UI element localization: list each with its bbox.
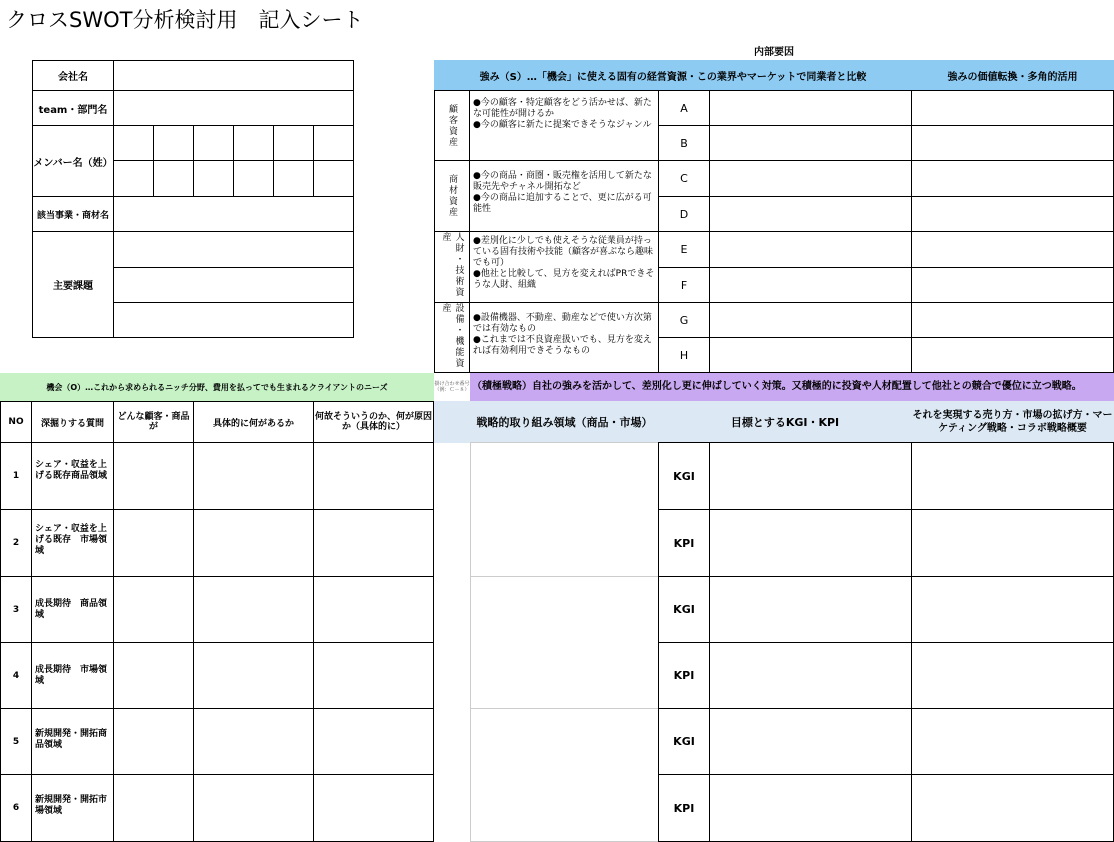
row-customer-cell[interactable] [113, 509, 194, 577]
row-no: 1 [0, 442, 32, 510]
issues-field[interactable] [113, 267, 354, 303]
col-specific: 具体的に何があるか [193, 401, 314, 443]
member-cell[interactable] [273, 160, 314, 197]
row-specific-cell[interactable] [193, 509, 314, 577]
member-cell[interactable] [233, 160, 274, 197]
strength-entry[interactable] [709, 231, 912, 268]
strategy-header: （積極戦略）自社の強みを活かして、差別化し更に伸ばしていく対策。又積極的に投資や人材配置して他社との競合で優位に立つ戦略。 [470, 373, 1114, 401]
method-cell[interactable] [911, 774, 1114, 842]
internal-header: 内部要因 [754, 46, 794, 58]
conversion-entry[interactable] [911, 302, 1114, 338]
combo-number-label: 掛け合わせ番号（例：Ｃ－８） [434, 381, 470, 393]
col-question: 深掘りする質問 [31, 401, 114, 443]
method-cell[interactable] [911, 442, 1114, 510]
col-no: NO [0, 401, 32, 443]
strength-entry[interactable] [709, 267, 912, 303]
opportunity-header: 機会（O）…これから求められるニッチ分野、費用を払ってでも生まれるクライアントのニーズ [0, 373, 434, 401]
col-combo [434, 401, 470, 443]
metric-label: KGI [658, 708, 710, 775]
member-cell[interactable] [313, 125, 354, 161]
issues-label: 主要課題 [32, 231, 114, 338]
category-label: 商材資産 [434, 160, 470, 232]
member-cell[interactable] [273, 125, 314, 161]
method-cell[interactable] [911, 576, 1114, 643]
method-cell[interactable] [911, 642, 1114, 709]
strength-letter: D [658, 196, 710, 232]
strength-letter: B [658, 125, 710, 161]
row-question: シェア・収益を上げる既存商品領域 [31, 442, 114, 510]
row-question: 新規開発・開拓商品領域 [31, 708, 114, 775]
row-no: 2 [0, 509, 32, 577]
member-cell[interactable] [193, 125, 234, 161]
row-no: 6 [0, 774, 32, 842]
member-cell[interactable] [113, 160, 154, 197]
issues-field[interactable] [113, 231, 354, 268]
conversion-entry[interactable] [911, 231, 1114, 268]
metric-label: KPI [658, 774, 710, 842]
strength-letter: G [658, 302, 710, 338]
member-cell[interactable] [113, 125, 154, 161]
row-specific-cell[interactable] [193, 642, 314, 709]
target-cell[interactable] [709, 774, 912, 842]
metric-label: KPI [658, 509, 710, 577]
conversion-entry[interactable] [911, 125, 1114, 161]
strength-letter: H [658, 337, 710, 373]
row-customer-cell[interactable] [113, 576, 194, 643]
category-label: 人財・技術資産 [434, 231, 470, 303]
row-specific-cell[interactable] [193, 442, 314, 510]
method-cell[interactable] [911, 509, 1114, 577]
strength-entry[interactable] [709, 196, 912, 232]
row-no: 3 [0, 576, 32, 643]
row-specific-cell[interactable] [193, 708, 314, 775]
row-question: 成長期待 市場領域 [31, 642, 114, 709]
strength-entry[interactable] [709, 337, 912, 373]
target-cell[interactable] [709, 708, 912, 775]
members-label: メンバー名（姓） [32, 125, 114, 197]
row-specific-cell[interactable] [193, 774, 314, 842]
conversion-entry[interactable] [911, 196, 1114, 232]
company-label: 会社名 [32, 60, 114, 91]
strength-letter: C [658, 160, 710, 197]
row-customer-cell[interactable] [113, 442, 194, 510]
target-cell[interactable] [709, 642, 912, 709]
strength-letter: A [658, 90, 710, 126]
conversion-entry[interactable] [911, 160, 1114, 197]
row-customer-cell[interactable] [113, 642, 194, 709]
strategy-domain-cell[interactable] [470, 708, 659, 842]
conversion-entry[interactable] [911, 90, 1114, 126]
row-specific-cell[interactable] [193, 576, 314, 643]
company-field[interactable] [113, 60, 354, 91]
strengths-header: 強み（S）…「機会」に使える固有の経営資源・この業界やマーケットで同業者と比較 [434, 60, 912, 90]
row-no: 5 [0, 708, 32, 775]
col-customer: どんな顧客・商品が [113, 401, 194, 443]
col-reason: 何故そういうのか、何が原因か（具体的に） [313, 401, 434, 443]
row-no: 4 [0, 642, 32, 709]
strength-entry[interactable] [709, 90, 912, 126]
conversion-header: 強みの価値転換・多角的活用 [911, 60, 1114, 90]
strength-entry[interactable] [709, 125, 912, 161]
col-domain: 戦略的取り組み領域（商品・市場） [470, 401, 659, 443]
row-reason-cell[interactable] [313, 576, 434, 643]
target-cell[interactable] [709, 576, 912, 643]
metric-label: KGI [658, 576, 710, 643]
strategy-domain-cell[interactable] [470, 442, 659, 577]
strength-letter: E [658, 231, 710, 268]
member-cell[interactable] [193, 160, 234, 197]
row-customer-cell[interactable] [113, 708, 194, 775]
member-cell[interactable] [233, 125, 274, 161]
strength-entry[interactable] [709, 302, 912, 338]
col-method: それを実現する売り方・市場の拡げ方・マーケティング戦略・コラボ戦略概要 [911, 401, 1114, 443]
category-label: 設備・機能資産 [434, 302, 470, 373]
strength-prompt: ●今の顧客・特定顧客をどう活かせば、新たな可能性が開けるか ●今の顧客に新たに提案できそうなジャンル [469, 90, 659, 161]
row-question: 成長期待 商品領域 [31, 576, 114, 643]
category-label: 顧客資産 [434, 90, 470, 161]
member-cell[interactable] [313, 160, 354, 197]
member-cell[interactable] [153, 125, 194, 161]
strength-entry[interactable] [709, 160, 912, 197]
row-reason-cell[interactable] [313, 642, 434, 709]
target-cell[interactable] [709, 442, 912, 510]
issues-field[interactable] [113, 302, 354, 338]
strength-prompt: ●今の商品・商圏・販売権を活用して新たな販売先やチャネル開拓など ●今の商品に追加することで、更に広がる可能性 [469, 160, 659, 232]
team-field[interactable] [113, 90, 354, 126]
row-reason-cell[interactable] [313, 774, 434, 842]
strategy-domain-cell[interactable] [470, 576, 659, 709]
business-field[interactable] [113, 196, 354, 232]
conversion-entry[interactable] [911, 267, 1114, 303]
row-reason-cell[interactable] [313, 442, 434, 510]
metric-label: KGI [658, 442, 710, 510]
row-question: 新規開発・開拓市場領域 [31, 774, 114, 842]
target-cell[interactable] [709, 509, 912, 577]
col-target: 目標とするKGI・KPI [658, 401, 912, 443]
method-cell[interactable] [911, 708, 1114, 775]
row-reason-cell[interactable] [313, 509, 434, 577]
strength-letter: F [658, 267, 710, 303]
member-cell[interactable] [153, 160, 194, 197]
row-reason-cell[interactable] [313, 708, 434, 775]
business-label: 該当事業・商材名 [32, 196, 114, 232]
strength-prompt: ●差別化に少しでも使えそうな従業員が持っている固有技術や技能（顧客が喜ぶなら趣味でも可） ●他社と比較して、見方を変えればPRできそうな人財、組織 [469, 231, 659, 303]
row-question: シェア・収益を上げる既存 市場領域 [31, 509, 114, 577]
team-label: team・部門名 [32, 90, 114, 126]
row-customer-cell[interactable] [113, 774, 194, 842]
conversion-entry[interactable] [911, 337, 1114, 373]
metric-label: KPI [658, 642, 710, 709]
strength-prompt: ●設備機器、不動産、動産などで使い方次第では有効なもの ●これまでは不良資産扱いでも、見方を変えれば有効利用できそうなもの [469, 302, 659, 373]
page-title: クロスSWOT分析検討用 記入シート [6, 8, 364, 32]
